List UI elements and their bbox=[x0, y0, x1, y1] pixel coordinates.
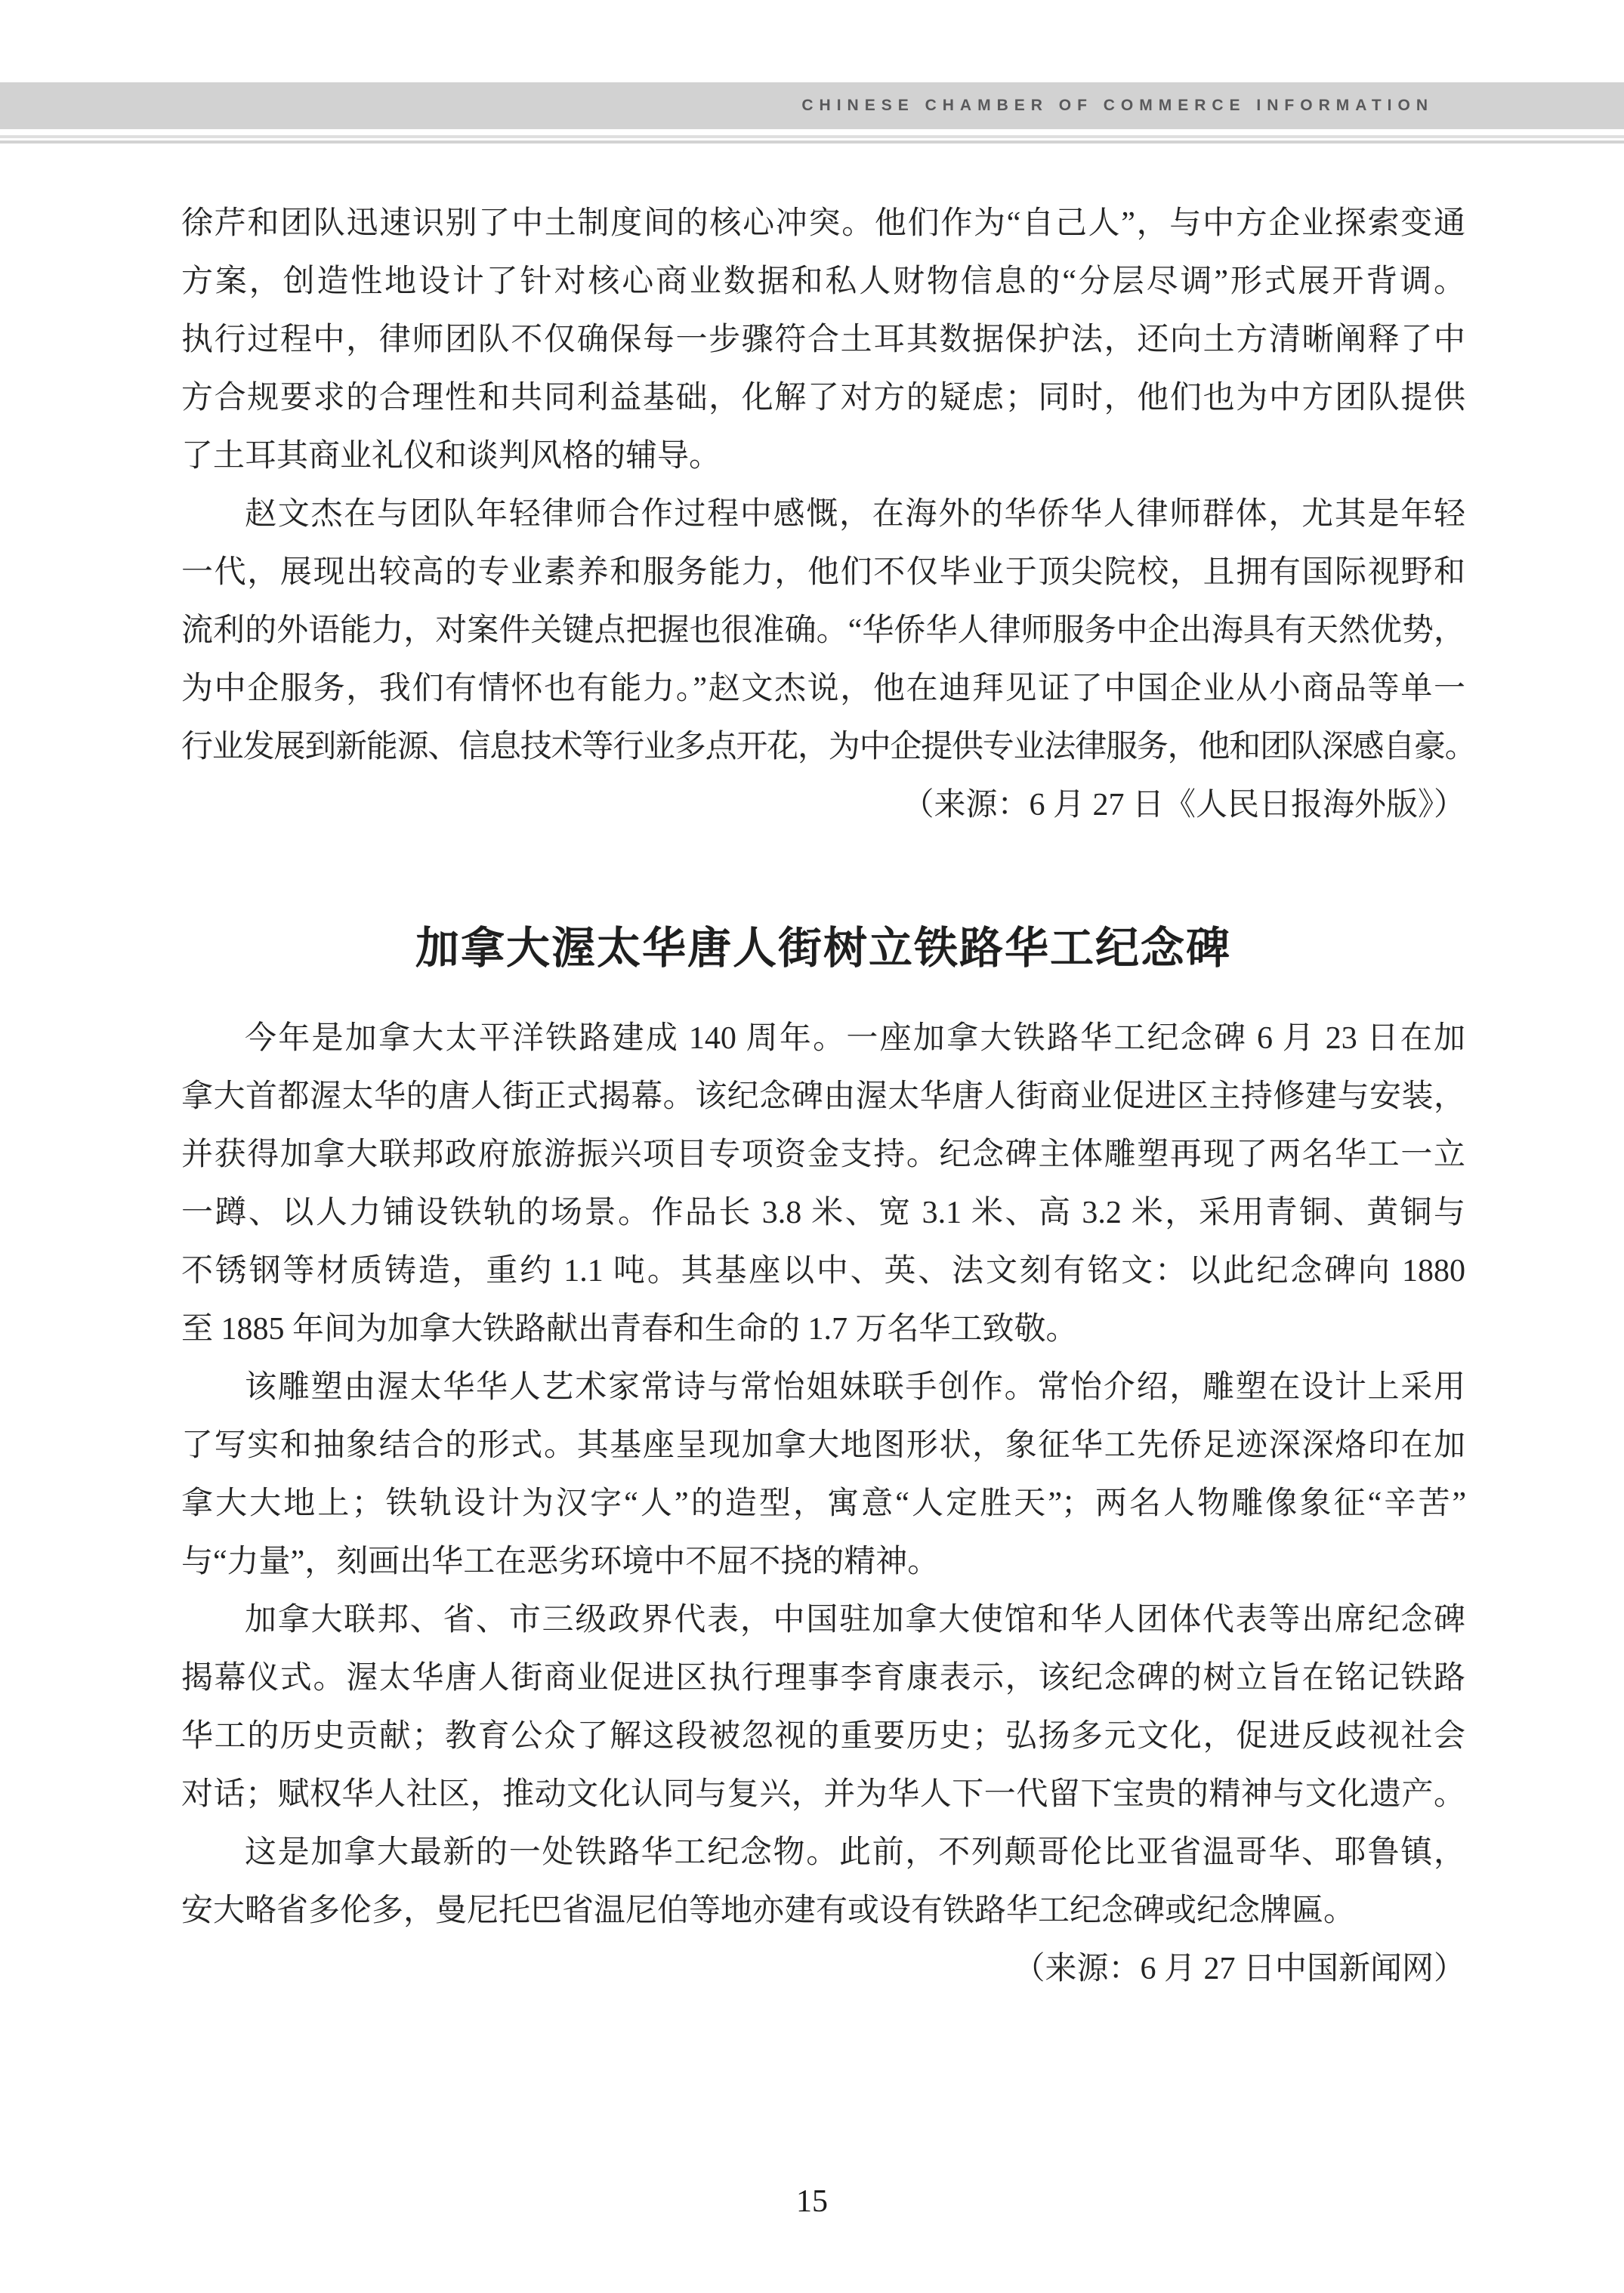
text-line: 拿大大地上；铁轨设计为汉字“人”的造型，寓意“人定胜天”；两名人物雕像象征“辛苦” bbox=[181, 1486, 1465, 1521]
page-number: 15 bbox=[796, 2184, 828, 2219]
text-line: 方合规要求的合理性和共同利益基础，化解了对方的疑虑；同时，他们也为中方团队提供 bbox=[181, 381, 1465, 415]
text-line: 并获得加拿大联邦政府旅游振兴项目专项资金支持。纪念碑主体雕塑再现了两名华工一立 bbox=[181, 1137, 1465, 1172]
text-line: 华工的历史贡献；教育公众了解这段被忽视的重要历史；弘扬多元文化，促进反歧视社会 bbox=[181, 1719, 1465, 1754]
text-line: 徐芹和团队迅速识别了中土制度间的核心冲突。他们作为“自己人”，与中方企业探索变通 bbox=[181, 206, 1465, 241]
text-line: 加拿大联邦、省、市三级政界代表，中国驻加拿大使馆和华人团体代表等出席纪念碑 bbox=[245, 1603, 1465, 1637]
text-line: 安大略省多伦多，曼尼托巴省温尼伯等地亦建有或设有铁路华工纪念碑或纪念牌匾。 bbox=[181, 1893, 1356, 1928]
text-line: 了写实和抽象结合的形式。其基座呈现加拿大地图形状，象征华工先侨足迹深深烙印在加 bbox=[181, 1428, 1465, 1463]
text-line: 执行过程中，律师团队不仅确保每一步骤符合土耳其数据保护法，还向土方清晰阐释了中 bbox=[181, 323, 1465, 357]
article-1-source: （来源：6 月 27 日《人民日报海外版》） bbox=[902, 788, 1465, 822]
text-line: 方案，创造性地设计了针对核心商业数据和私人财物信息的“分层尽调”形式展开背调。 bbox=[181, 264, 1465, 299]
article-2 bbox=[181, 1010, 1465, 1998]
text-line: 这是加拿大最新的一处铁路华工纪念物。此前，不列颠哥伦比亚省温哥华、耶鲁镇， bbox=[245, 1835, 1465, 1870]
text-line: 流利的外语能力，对案件关键点把握也很准确。“华侨华人律师服务中企出海具有天然优势， bbox=[181, 613, 1465, 648]
article-2-source: （来源：6 月 27 日中国新闻网） bbox=[1013, 1952, 1465, 1986]
text-line: 了土耳其商业礼仪和谈判风格的辅导。 bbox=[181, 439, 721, 474]
text-line: 该雕塑由渥太华华人艺术家常诗与常怡姐妹联手创作。常怡介绍，雕塑在设计上采用 bbox=[245, 1370, 1465, 1405]
page-body bbox=[181, 195, 1476, 1998]
text-line: 赵文杰在与团队年轻律师合作过程中感慨，在海外的华侨华人律师群体，尤其是年轻 bbox=[245, 497, 1465, 532]
header-band bbox=[0, 82, 1624, 129]
text-line: 至 1885 年间为加拿大铁路献出青春和生命的 1.7 万名华工致敬。 bbox=[181, 1312, 1078, 1347]
text-line: 一蹲、以人力铺设铁轨的场景。作品长 3.8 米、宽 3.1 米、高 3.2 米，采用青铜、黄铜与 bbox=[181, 1196, 1465, 1230]
text-line: 今年是加拿大太平洋铁路建成 140 周年。一座加拿大铁路华工纪念碑 6 月 23 日在加 bbox=[245, 1021, 1465, 1056]
text-line: 揭幕仪式。渥太华唐人街商业促进区执行理事李育康表示，该纪念碑的树立旨在铭记铁路 bbox=[181, 1661, 1465, 1696]
text-line: 对话；赋权华人社区，推动文化认同与复兴，并为华人下一代留下宝贵的精神与文化遗产。 bbox=[181, 1777, 1465, 1812]
header-rule-light bbox=[0, 135, 1624, 138]
article-1 bbox=[181, 195, 1476, 835]
text-line: 不锈钢等材质铸造，重约 1.1 吨。其基座以中、英、法文刻有铭文：以此纪念碑向 1880 bbox=[181, 1254, 1465, 1288]
header-band-title: CHINESE CHAMBER OF COMMERCE INFORMATION bbox=[801, 97, 1434, 114]
text-line: 行业发展到新能源、信息技术等行业多点开花，为中企提供专业法律服务，他和团队深感自豪。 bbox=[181, 730, 1476, 764]
header-rule-dark bbox=[0, 140, 1624, 144]
text-line: 与“力量”，刻画出华工在恶劣环境中不屈不挠的精神。 bbox=[181, 1545, 940, 1579]
text-line: 为中企服务，我们有情怀也有能力。”赵文杰说，他在迪拜见证了中国企业从小商品等单一 bbox=[181, 671, 1465, 706]
text-line: 一代，展现出较高的专业素养和服务能力，他们不仅毕业于顶尖院校，且拥有国际视野和 bbox=[181, 555, 1465, 590]
article-2-title: 加拿大渥太华唐人街树立铁路华工纪念碑 bbox=[415, 924, 1231, 973]
text-line: 拿大首都渥太华的唐人街正式揭幕。该纪念碑由渥太华唐人街商业促进区主持修建与安装， bbox=[181, 1079, 1465, 1114]
